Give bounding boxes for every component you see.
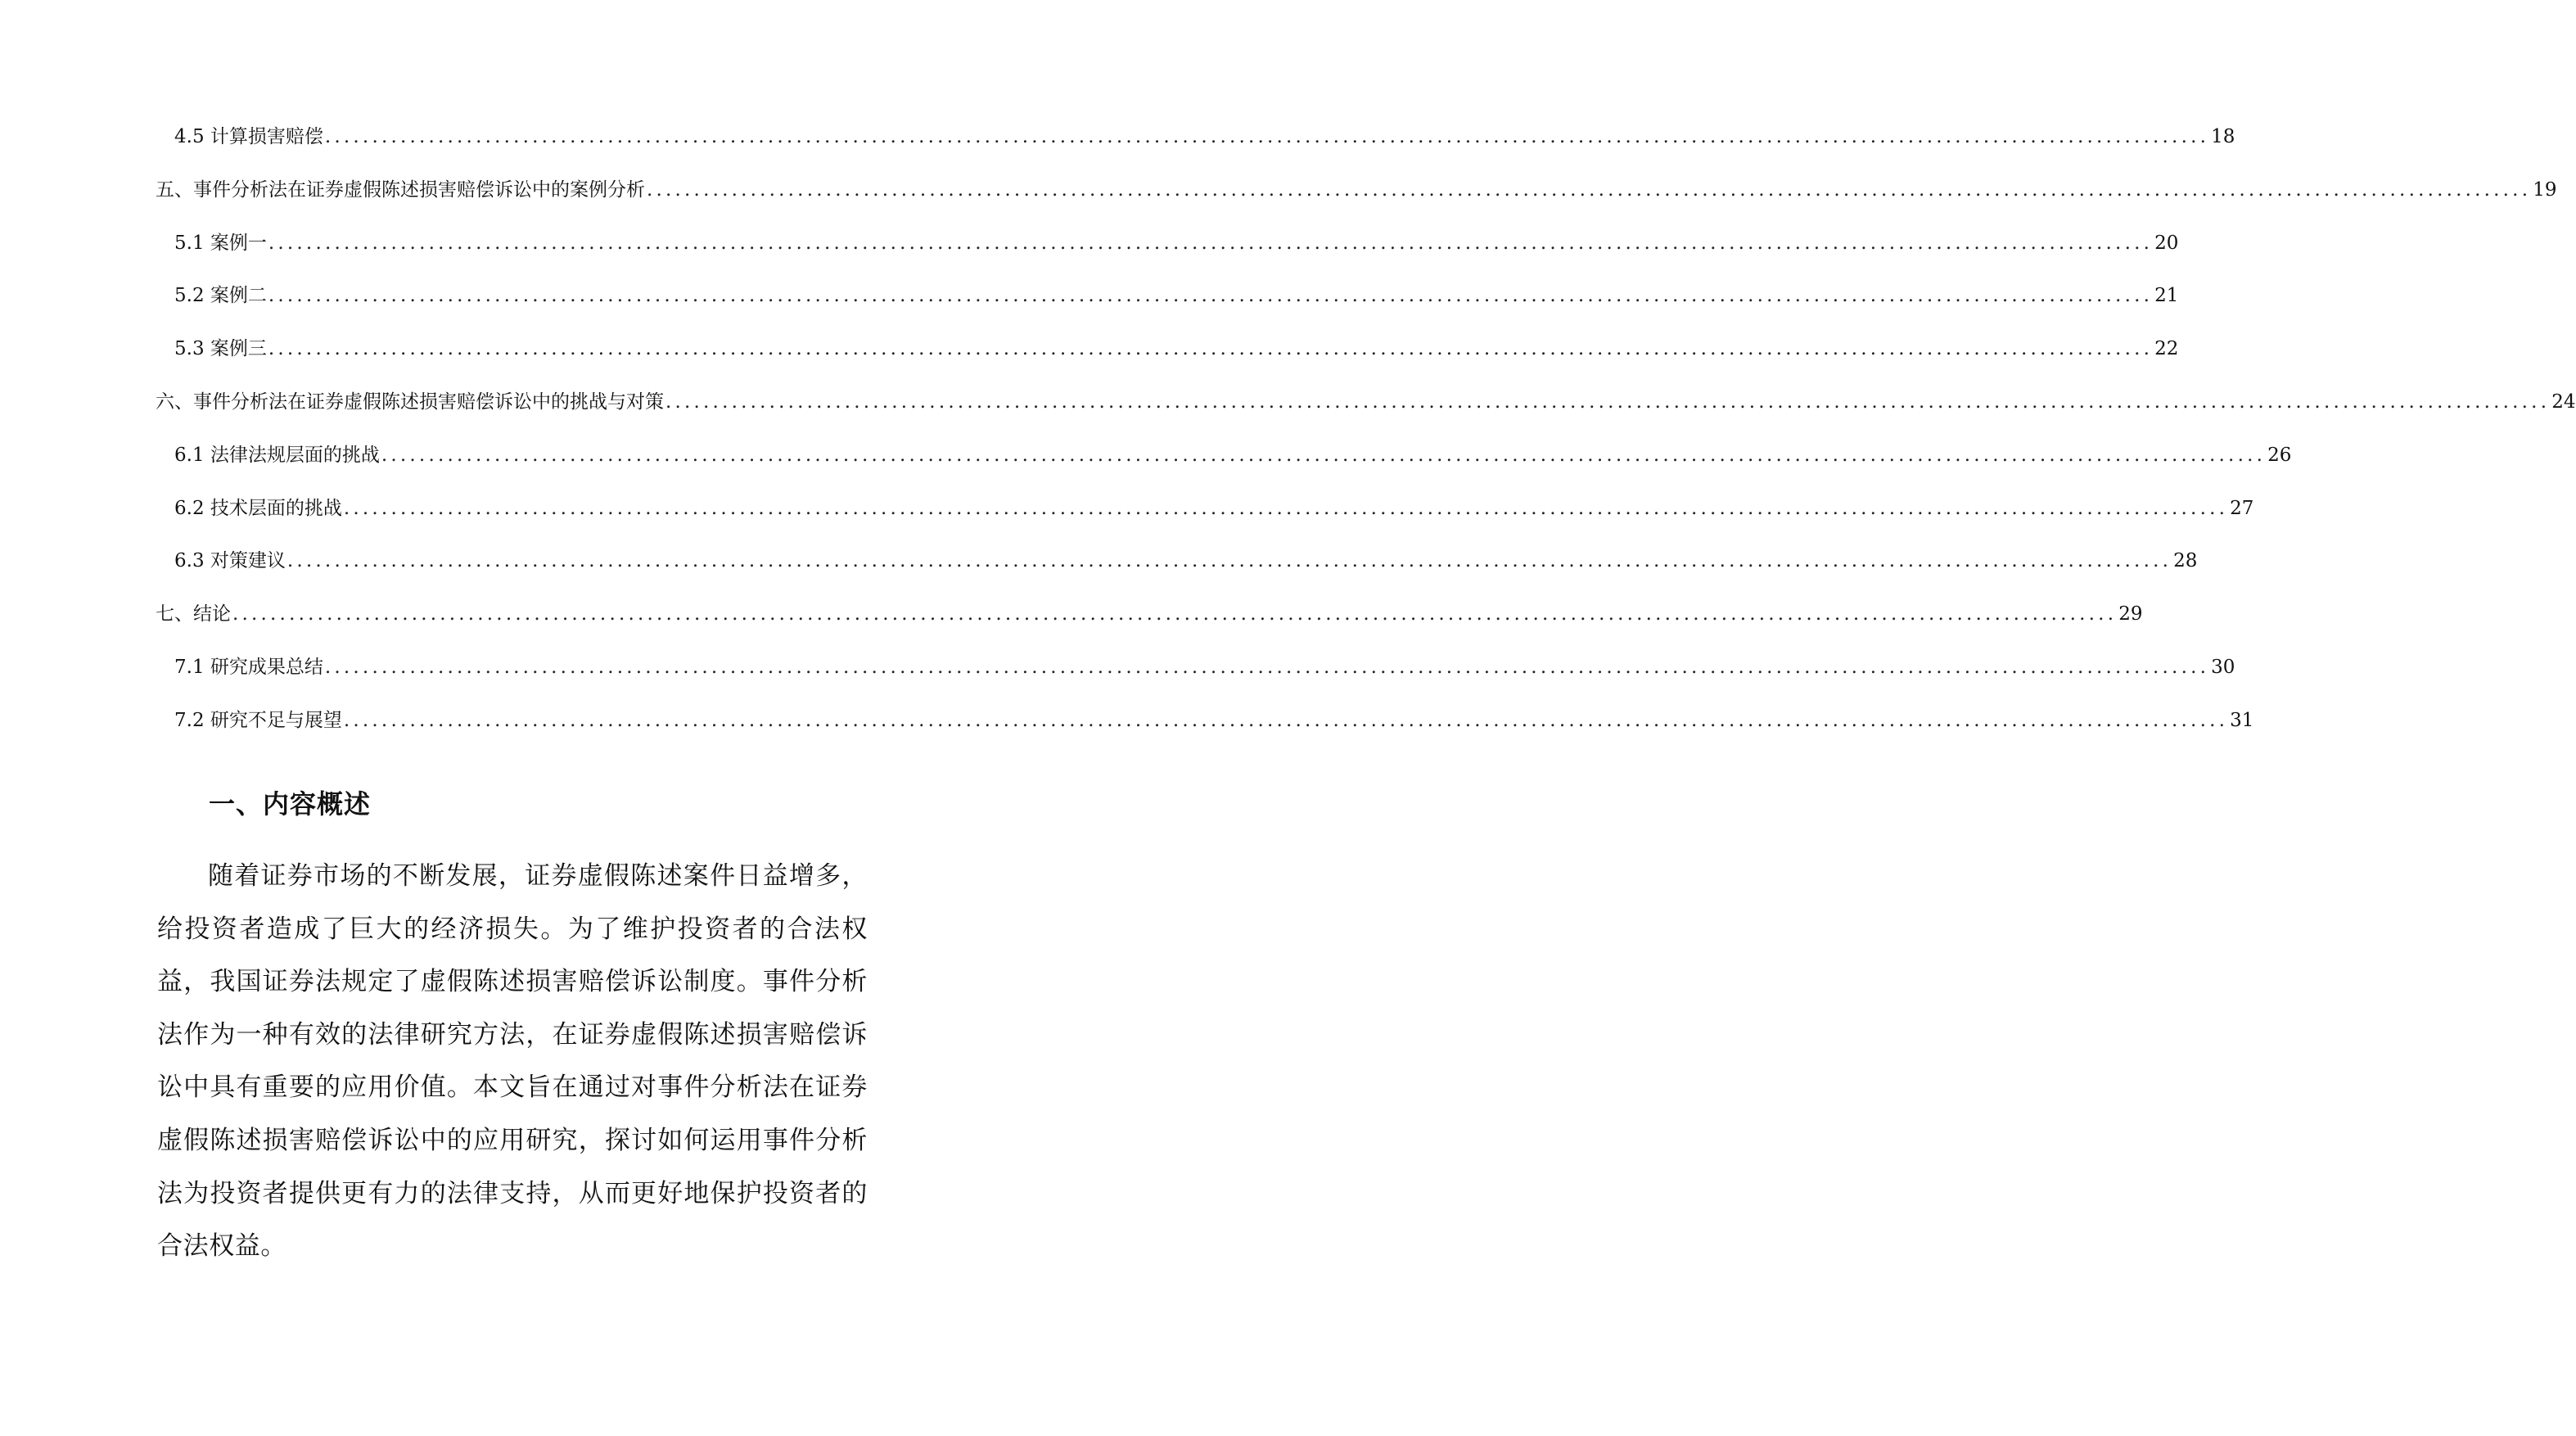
toc-entry[interactable] [174, 441, 2292, 469]
toc-entry-label: 5.3 案例三 [174, 338, 267, 360]
toc-entry-page: 30 [2211, 657, 2235, 678]
toc-entry-label: 7.1 研究成果总结 [174, 657, 323, 678]
toc-entry[interactable] [174, 547, 2198, 575]
toc-entry-page: 24 [2551, 391, 2576, 413]
toc-entry-label: 5.1 案例一 [174, 232, 267, 254]
toc-leader-dots: ........................................................................................................................................................................................................ [324, 657, 2210, 678]
toc-entry-label: 4.5 计算损害赔偿 [174, 126, 323, 147]
toc-entry[interactable] [174, 335, 2179, 363]
toc-entry-label: 五、事件分析法在证券虚假陈述损害赔偿诉讼中的案例分析 [156, 178, 645, 201]
toc-leader-dots: ........................................................................................................................................................................................................ [647, 178, 2532, 201]
section-paragraph: 随着证券市场的不断发展，证券虚假陈述案件日益增多，给投资者造成了巨大的经济损失。为了维护投资者的合法权益，我国证券法规定了虚假陈述损害赔偿诉讼制度。事件分析法作为一种有效的法律研究方法，在证券虚假陈述损害赔偿诉讼中具有重要的应用价值。本文旨在通过对事件分析法在证券虚假陈述损害赔偿诉讼中的应用研究，探讨如何运用事件分析法为投资者提供更有力的法律支持，从而更好地保护投资者的合法权益。 [157, 861, 868, 1262]
toc-entry-page: 22 [2154, 338, 2179, 360]
toc-leader-dots: ........................................................................................................................................................................................................ [268, 285, 2154, 307]
toc-entry[interactable] [174, 653, 2235, 681]
toc-leader-dots: ........................................................................................................................................................................................................ [232, 603, 2118, 625]
toc-entry-label: 6.2 技术层面的挑战 [174, 497, 342, 519]
toc-entry-label: 5.2 案例二 [174, 285, 267, 307]
toc-leader-dots: ........................................................................................................................................................................................................ [268, 338, 2154, 360]
toc-entry-label: 七、结论 [156, 603, 231, 625]
toc-leader-dots: ........................................................................................................................................................................................................ [381, 444, 2267, 466]
toc-entry-label: 六、事件分析法在证券虚假陈述损害赔偿诉讼中的挑战与对策 [156, 391, 664, 413]
toc-entry-page: 26 [2267, 444, 2292, 466]
toc-entry-page: 18 [2211, 126, 2235, 147]
toc-entry[interactable] [174, 707, 2254, 734]
toc-entry-page: 31 [2230, 709, 2254, 731]
toc-entry[interactable] [156, 600, 2143, 628]
toc-entry[interactable] [174, 494, 2254, 522]
toc-entry-page: 19 [2533, 178, 2557, 201]
toc-entry-page: 21 [2154, 285, 2179, 307]
toc-entry-label: 6.1 法律法规层面的挑战 [174, 444, 380, 466]
toc-entry[interactable] [174, 229, 2179, 257]
toc-leader-dots: ........................................................................................................................................................................................................ [343, 709, 2229, 731]
toc-entry-label: 7.2 研究不足与展望 [174, 709, 342, 731]
toc-entry-label: 6.3 对策建议 [174, 550, 286, 572]
toc-leader-dots: ........................................................................................................................................................................................................ [324, 126, 2210, 147]
toc-leader-dots: ........................................................................................................................................................................................................ [343, 497, 2229, 519]
toc-entry[interactable] [174, 123, 2235, 151]
toc-entry-page: 29 [2118, 603, 2143, 625]
toc-entry[interactable] [156, 388, 2576, 416]
toc-entry-page: 20 [2154, 232, 2179, 254]
toc-entry-page: 28 [2173, 550, 2198, 572]
toc-leader-dots: ........................................................................................................................................................................................................ [665, 391, 2551, 413]
toc-entry[interactable] [174, 282, 2179, 309]
section-title: 一、内容概述 [209, 788, 372, 820]
toc-entry[interactable] [156, 176, 2557, 204]
toc-leader-dots: ........................................................................................................................................................................................................ [286, 550, 2172, 572]
toc-leader-dots: ........................................................................................................................................................................................................ [268, 232, 2154, 254]
toc-entry-page: 27 [2230, 497, 2254, 519]
